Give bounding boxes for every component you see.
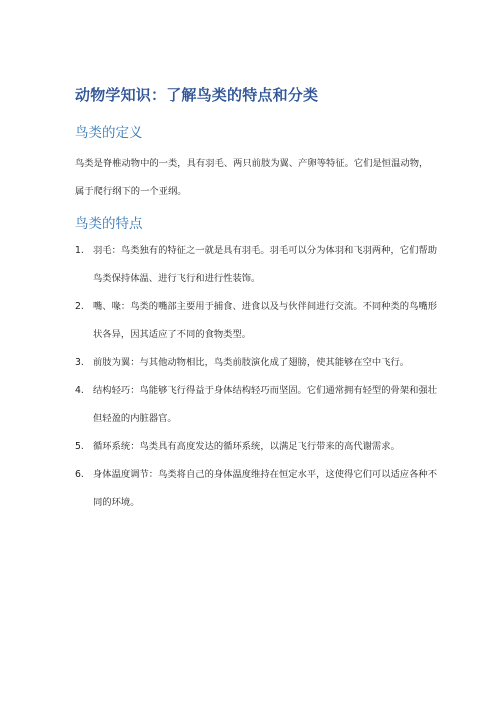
list-item: [75, 237, 445, 293]
list-item-text: 嘴、喙：鸟类的嘴部主要用于捕食、进食以及与伙伴间进行交流。不同种类的鸟嘴形状各异，因其适应了不同的食物类型。: [93, 301, 437, 340]
list-item-number: 6.: [75, 469, 84, 480]
list-item-number: 5.: [75, 441, 84, 452]
list-item-text: 羽毛：鸟类独有的特征之一就是具有羽毛。羽毛可以分为体羽和飞羽两种，它们帮助鸟类保持体温、进行飞行和进行性装饰。: [93, 245, 437, 284]
definition-paragraph: 鸟类是脊椎动物中的一类，具有羽毛、两只前肢为翼、产卵等特征。它们是恒温动物，属于爬行纲下的一个亚纲。: [75, 158, 429, 197]
list-item-number: 3.: [75, 357, 84, 368]
list-item-number: 4.: [75, 385, 84, 396]
list-item-text: 身体温度调节：鸟类将自己的身体温度维持在恒定水平，这使得它们可以适应各种不同的环境。: [93, 469, 437, 508]
section-heading-features: 鸟类的特点: [75, 216, 143, 232]
list-item-number: 2.: [75, 301, 84, 312]
section-heading-definition: 鸟类的定义: [75, 125, 143, 141]
features-list: [75, 237, 445, 517]
list-item: [75, 377, 445, 433]
list-item: [75, 349, 445, 377]
page-title: 动物学知识：了解鸟类的特点和分类: [75, 86, 319, 104]
list-item: [75, 433, 445, 461]
list-item-number: 1.: [75, 245, 84, 256]
list-item: [75, 293, 445, 349]
list-item-text: 结构轻巧：鸟能够飞行得益于身体结构轻巧而坚固。它们通常拥有轻型的骨架和强壮但轻盈的内脏器官。: [93, 385, 437, 424]
list-item: [75, 461, 445, 517]
list-item-text: 循环系统：鸟类具有高度发达的循环系统，以满足飞行带来的高代谢需求。: [93, 441, 400, 452]
list-item-text: 前肢为翼：与其他动物相比，鸟类前肢演化成了翅膀，使其能够在空中飞行。: [93, 357, 410, 368]
